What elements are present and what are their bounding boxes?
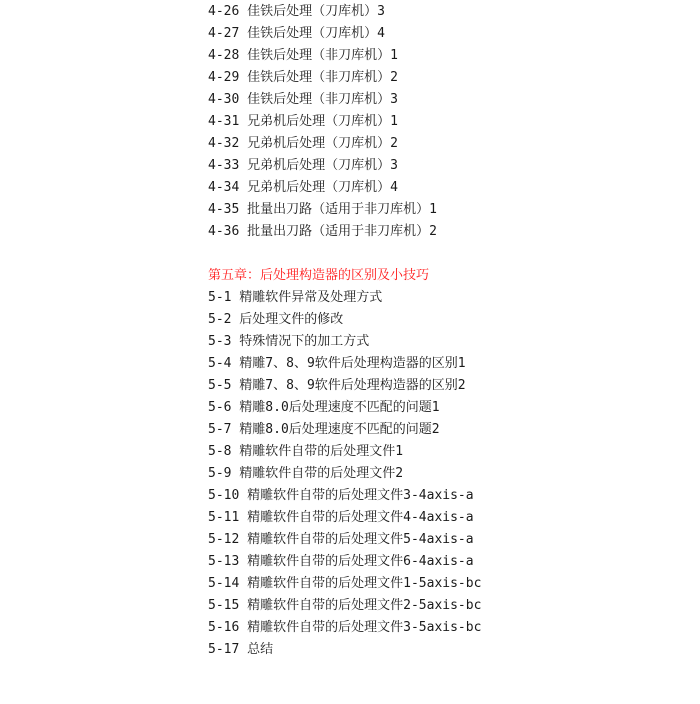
list-item: 5-1 精雕软件异常及处理方式 xyxy=(208,290,383,305)
list-item: 4-34 兄弟机后处理（刀库机）4 xyxy=(208,180,398,195)
list-item: 5-12 精雕软件自带的后处理文件5-4axis-a xyxy=(208,532,474,547)
list-item: 4-33 兄弟机后处理（刀库机）3 xyxy=(208,158,398,173)
list-item: 5-8 精雕软件自带的后处理文件1 xyxy=(208,444,404,459)
chapter-5-list xyxy=(208,287,688,661)
list-item: 5-11 精雕软件自带的后处理文件4-4axis-a xyxy=(208,510,474,525)
list-item: 5-4 精雕7、8、9软件后处理构造器的区别1 xyxy=(208,356,466,371)
list-item: 5-17 总结 xyxy=(208,642,274,657)
list-item: 5-2 后处理文件的修改 xyxy=(208,312,344,327)
list-item: 4-29 佳铁后处理（非刀库机）2 xyxy=(208,70,398,85)
table-of-contents xyxy=(208,1,688,661)
chapter-5-heading: 第五章：后处理构造器的区别及小技巧 xyxy=(208,268,430,283)
list-item: 5-13 精雕软件自带的后处理文件6-4axis-a xyxy=(208,554,474,569)
list-item: 4-30 佳铁后处理（非刀库机）3 xyxy=(208,92,398,107)
list-item: 5-5 精雕7、8、9软件后处理构造器的区别2 xyxy=(208,378,466,393)
list-item: 4-36 批量出刀路（适用于非刀库机）2 xyxy=(208,224,437,239)
list-item: 5-7 精雕8.0后处理速度不匹配的问题2 xyxy=(208,422,440,437)
list-item: 5-10 精雕软件自带的后处理文件3-4axis-a xyxy=(208,488,474,503)
list-item: 5-15 精雕软件自带的后处理文件2-5axis-bc xyxy=(208,598,482,613)
list-item: 5-9 精雕软件自带的后处理文件2 xyxy=(208,466,404,481)
chapter-4-list xyxy=(208,1,688,243)
list-item: 4-28 佳铁后处理（非刀库机）1 xyxy=(208,48,398,63)
section-spacer xyxy=(208,243,688,265)
list-item: 4-31 兄弟机后处理（刀库机）1 xyxy=(208,114,398,129)
list-item: 4-32 兄弟机后处理（刀库机）2 xyxy=(208,136,398,151)
list-item: 4-35 批量出刀路（适用于非刀库机）1 xyxy=(208,202,437,217)
list-item: 5-16 精雕软件自带的后处理文件3-5axis-bc xyxy=(208,620,482,635)
list-item: 5-6 精雕8.0后处理速度不匹配的问题1 xyxy=(208,400,440,415)
list-item: 4-26 佳铁后处理（刀库机）3 xyxy=(208,4,385,19)
list-item: 4-27 佳铁后处理（刀库机）4 xyxy=(208,26,385,41)
list-item: 5-3 特殊情况下的加工方式 xyxy=(208,334,370,349)
list-item: 5-14 精雕软件自带的后处理文件1-5axis-bc xyxy=(208,576,482,591)
